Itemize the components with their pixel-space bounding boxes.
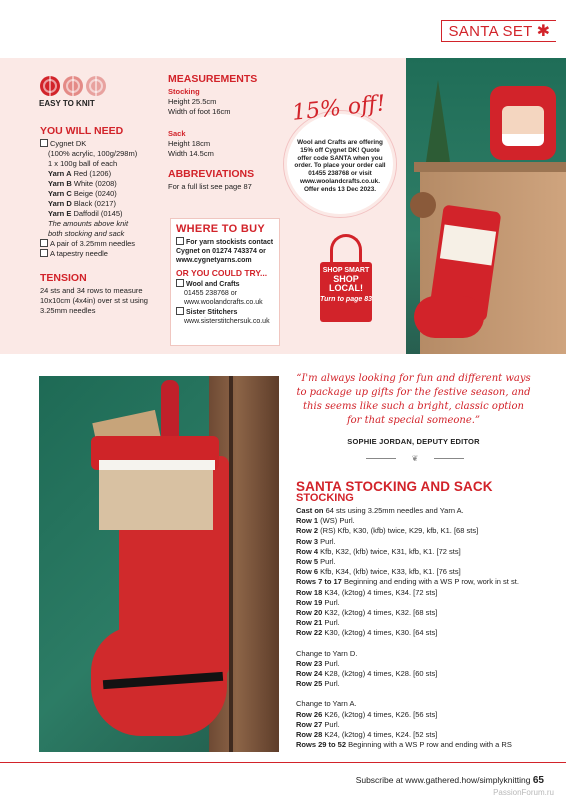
- pattern-row: Rows 7 to 17 Beginning and ending with a WS P row, work in st st.: [296, 577, 519, 587]
- sack-width: Width 14.5cm: [168, 149, 214, 158]
- stocking-foot: [414, 296, 484, 338]
- pattern-row: Row 4 Kfb, K32, (kfb) twice, K31, kfb, K1. [72 sts]: [296, 546, 461, 556]
- difficulty-label: EASY TO KNIT: [39, 99, 95, 108]
- page-number: 65: [532, 775, 544, 786]
- yarn-item: Yarn D Black (0217): [48, 199, 116, 208]
- pattern-row: Row 1 (WS) Purl.: [296, 516, 355, 526]
- abbreviations-title: ABBREVIATIONS: [168, 168, 255, 180]
- needles-item: A pair of 3.25mm needles: [40, 239, 164, 249]
- subscribe-link[interactable]: Subscribe at www.gathered.how/simplyknitting: [355, 775, 531, 785]
- section-tag: [441, 20, 556, 42]
- photo-mantel: [406, 58, 566, 354]
- abbreviations-text: For a full list see page 87: [168, 182, 252, 191]
- santa-face: [502, 106, 544, 146]
- stocking-height: Height 25.5cm: [168, 97, 217, 106]
- pattern-row: Row 24 K28, (k2tog) 4 times, K28. [60 sts]: [296, 669, 438, 679]
- pattern-row: Row 18 K34, (k2tog) 4 times, K34. [72 sts]: [296, 587, 438, 597]
- offer-badge: [283, 110, 397, 218]
- yarn-quantity: 1 x 100g ball of each: [48, 159, 118, 168]
- offer-title: 15% off!: [290, 91, 387, 126]
- quote-author: SOPHIE JORDAN, DEPUTY EDITOR: [347, 437, 480, 446]
- pattern-row: Row 28 K24, (k2tog) 4 times, K24. [52 sts]: [296, 730, 438, 740]
- stocking-cuff: [440, 225, 496, 266]
- offer-text: Wool and Crafts are offering 15% off Cygnet DK! Quote offer code SANTA when you order. To place your order call 01455 238768 or visit www.woolandcrafts.co.uk. Offer ends 13 Dec 2023.: [294, 139, 386, 193]
- difficulty-yarn-icons: [40, 76, 106, 96]
- footer-rule: [0, 762, 566, 763]
- pattern-row: Row 6 Kfb, K34, (kfb) twice, K33, kfb, K1. [76 sts]: [296, 567, 461, 577]
- asterisk-icon: ✱: [536, 23, 550, 40]
- pattern-row: Row 23 Purl.: [296, 658, 340, 668]
- wood-edge: [229, 376, 233, 752]
- pattern-row: Row 25 Purl.: [296, 679, 340, 689]
- mini-tree: [426, 80, 450, 162]
- pattern-row: Row 3 Purl.: [296, 536, 336, 546]
- pattern-row: Row 21 Purl.: [296, 618, 340, 628]
- stocking-width: Width of foot 16cm: [168, 107, 231, 116]
- you-will-need: [40, 125, 164, 259]
- yarn-item: Yarn A Red (1206): [48, 169, 112, 178]
- pattern-title: SANTA STOCKING AND SACK: [296, 479, 493, 494]
- tension-title: TENSION: [40, 272, 87, 284]
- ornament-icon: ❦: [411, 454, 419, 463]
- measurements: [168, 73, 276, 159]
- shop2-detail: www.sisterstitchersuk.co.uk: [184, 318, 270, 325]
- stockist-line: For yarn stockists contact Cygnet on 01274 743374 or www.cygnetyarns.com: [176, 239, 274, 264]
- pattern-row: Rows 29 to 52 Beginning with a WS P row and ending with a RS: [296, 740, 512, 750]
- mantel-shelf: [414, 162, 566, 172]
- abbreviations: [168, 168, 278, 192]
- shop1-name: Wool and Crafts: [176, 279, 275, 289]
- yarn-note: The amounts above knit both stocking and sack: [48, 219, 129, 238]
- where-to-buy-title: WHERE TO BUY: [176, 223, 265, 235]
- tapestry-item: A tapestry needle: [40, 249, 164, 259]
- pattern-row: Row 19 Purl.: [296, 597, 340, 607]
- shop-smart-bag: [320, 262, 372, 322]
- editor-quote: “I'm always looking for fun and different ways to package up gifts for the festive season, and this seems like such a bright, classic option for that special someone.”: [296, 373, 531, 426]
- stocking-white-stripe: [99, 460, 215, 470]
- footer: [356, 775, 544, 786]
- change-yarn-d: Change to Yarn D.: [296, 648, 358, 658]
- yarn-ball-icon: [86, 76, 106, 96]
- shop1-detail: 01455 238768 or www.woolandcrafts.co.uk: [184, 290, 263, 306]
- yarn-desc: (100% acrylic, 100g/298m): [48, 149, 138, 158]
- you-will-need-title: YOU WILL NEED: [40, 125, 124, 137]
- pattern-row: Row 27 Purl.: [296, 719, 340, 729]
- tension: [40, 272, 158, 316]
- measurements-title: MEASUREMENTS: [168, 73, 258, 85]
- pattern-instructions: [296, 506, 558, 750]
- pattern-row: Row 5 Purl.: [296, 557, 336, 567]
- shop-smart-line2: SHOP LOCAL!: [329, 274, 363, 293]
- pattern-row: Row 20 K32, (k2tog) 4 times, K32. [68 sts]: [296, 608, 438, 618]
- shop-smart-line3: Turn to page 83: [320, 296, 372, 303]
- where-to-buy-box: [170, 218, 280, 346]
- yarn-item: Yarn E Daffodil (0145): [48, 209, 123, 218]
- pattern-row: Cast on 64 sts using 3.25mm needles and Yarn A.: [296, 506, 464, 515]
- yarn-ball-icon: [40, 76, 60, 96]
- pattern-row: Row 26 K26, (k2tog) 4 times, K26. [56 sts]: [296, 709, 438, 719]
- sack-height: Height 18cm: [168, 139, 211, 148]
- sack-label: Sack: [168, 129, 186, 138]
- pattern-subtitle: STOCKING: [296, 492, 354, 504]
- ornament-divider: [366, 455, 464, 463]
- pattern-row: Row 2 (RS) Kfb, K30, (kfb) twice, K29, kfb, K1. [68 sts]: [296, 526, 479, 536]
- yarn-item: Yarn C Beige (0240): [48, 189, 117, 198]
- yarn-list: [40, 169, 164, 219]
- could-try-title: OR YOU COULD TRY...: [176, 268, 268, 278]
- yarn-name: Cygnet DK: [40, 139, 164, 149]
- shop2-name: Sister Stitchers: [176, 307, 275, 317]
- shop-smart-line1: SHOP SMART: [322, 267, 370, 274]
- photo-stocking: [39, 376, 279, 752]
- yarn-ball-icon: [63, 76, 83, 96]
- watermark: PassionForum.ru: [493, 788, 554, 797]
- stocking-beige-band: [99, 470, 213, 530]
- section-title: SANTA SET: [448, 22, 533, 40]
- stocking-label: Stocking: [168, 87, 200, 96]
- change-yarn-a: Change to Yarn A.: [296, 699, 357, 709]
- tension-text: 24 sts and 34 rows to measure 10x10cm (4x4in) over st st using 3.25mm needles: [40, 286, 148, 315]
- pattern-row: Row 22 K30, (k2tog) 4 times, K30. [64 sts]: [296, 628, 438, 638]
- pine-cones: [410, 192, 436, 218]
- yarn-item: Yarn B White (0208): [48, 179, 117, 188]
